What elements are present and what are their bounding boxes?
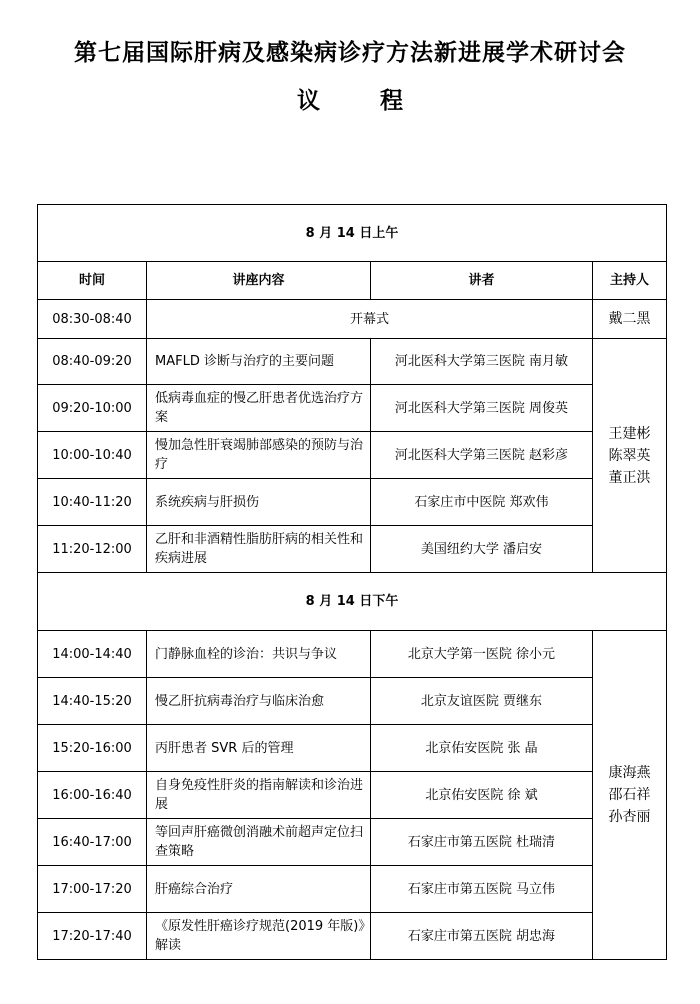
- topic-cell: 等回声肝癌微创消融术前超声定位扫查策略: [147, 819, 371, 866]
- column-header-topic: 讲座内容: [147, 262, 371, 300]
- table-row: [38, 913, 667, 960]
- table-row: [38, 339, 667, 385]
- table-row: [38, 479, 667, 526]
- time-cell: 08:30-08:40: [38, 300, 147, 339]
- speaker-cell: 美国纽约大学 潘启安: [371, 526, 593, 573]
- table-row: [38, 678, 667, 725]
- column-header-time: 时间: [38, 262, 147, 300]
- time-cell: 10:40-11:20: [38, 479, 147, 526]
- time-cell: 08:40-09:20: [38, 339, 147, 385]
- topic-cell: 丙肝患者 SVR 后的管理: [147, 725, 371, 772]
- topic-cell: 《原发性肝癌诊疗规范(2019 年版)》解读: [147, 913, 371, 960]
- table-row: [38, 819, 667, 866]
- time-cell: 14:40-15:20: [38, 678, 147, 725]
- topic-cell: 慢加急性肝衰竭肺部感染的预防与治疗: [147, 432, 371, 479]
- host-cell: 戴二黑: [593, 300, 667, 339]
- speaker-cell: 北京友谊医院 贾继东: [371, 678, 593, 725]
- topic-cell: 门静脉血栓的诊治：共识与争议: [147, 631, 371, 678]
- time-cell: 17:00-17:20: [38, 866, 147, 913]
- speaker-cell: 河北医科大学第三医院 南月敏: [371, 339, 593, 385]
- speaker-cell: 河北医科大学第三医院 赵彩彦: [371, 432, 593, 479]
- time-cell: 14:00-14:40: [38, 631, 147, 678]
- topic-cell: MAFLD 诊断与治疗的主要问题: [147, 339, 371, 385]
- table-row: [38, 866, 667, 913]
- time-cell: 09:20-10:00: [38, 385, 147, 432]
- agenda-table: [37, 204, 667, 960]
- document-subtitle: [0, 82, 700, 115]
- subtitle-char: 议: [297, 88, 320, 114]
- topic-cell: 肝癌综合治疗: [147, 866, 371, 913]
- speaker-cell: 北京佑安医院 徐 斌: [371, 772, 593, 819]
- topic-cell: 低病毒血症的慢乙肝患者优选治疗方案: [147, 385, 371, 432]
- subtitle-char: 程: [380, 88, 403, 114]
- section-label: 8 月 14 日上午: [38, 205, 667, 262]
- host-name: 董正洪: [608, 469, 651, 486]
- header-row: [38, 262, 667, 300]
- host-cell: [593, 631, 667, 960]
- section-label: 8 月 14 日下午: [38, 573, 667, 631]
- topic-cell: 自身免疫性肝炎的指南解读和诊治进展: [147, 772, 371, 819]
- speaker-cell: 石家庄市中医院 郑欢伟: [371, 479, 593, 526]
- host-name: 王建彬: [608, 425, 651, 442]
- time-cell: 15:20-16:00: [38, 725, 147, 772]
- section-row-morning: [38, 205, 667, 262]
- time-cell: 10:00-10:40: [38, 432, 147, 479]
- host-name: 康海燕: [608, 765, 651, 781]
- speaker-cell: 北京佑安医院 张 晶: [371, 725, 593, 772]
- table-row: [38, 631, 667, 678]
- host-name: 陈翠英: [608, 447, 651, 464]
- table-row: [38, 432, 667, 479]
- speaker-cell: 河北医科大学第三医院 周俊英: [371, 385, 593, 432]
- host-name: 孙杏丽: [608, 809, 651, 825]
- time-cell: 16:00-16:40: [38, 772, 147, 819]
- topic-cell: 慢乙肝抗病毒治疗与临床治愈: [147, 678, 371, 725]
- column-header-host: 主持人: [593, 262, 667, 300]
- table-row: [38, 725, 667, 772]
- table-row: [38, 300, 667, 339]
- table-row: [38, 385, 667, 432]
- host-cell: [593, 339, 667, 573]
- table-row: [38, 526, 667, 573]
- table-row: [38, 772, 667, 819]
- host-name: 邵石祥: [608, 787, 651, 803]
- column-header-speaker: 讲者: [371, 262, 593, 300]
- section-row-afternoon: [38, 573, 667, 631]
- document-title: 第七届国际肝病及感染病诊疗方法新进展学术研讨会: [74, 40, 626, 66]
- speaker-cell: 石家庄市第五医院 杜瑞清: [371, 819, 593, 866]
- topic-cell: 乙肝和非酒精性脂肪肝病的相关性和疾病进展: [147, 526, 371, 573]
- opening-cell: 开幕式: [147, 300, 593, 339]
- speaker-cell: 石家庄市第五医院 马立伟: [371, 866, 593, 913]
- time-cell: 11:20-12:00: [38, 526, 147, 573]
- speaker-cell: 石家庄市第五医院 胡忠海: [371, 913, 593, 960]
- speaker-cell: 北京大学第一医院 徐小元: [371, 631, 593, 678]
- time-cell: 16:40-17:00: [38, 819, 147, 866]
- time-cell: 17:20-17:40: [38, 913, 147, 960]
- topic-cell: 系统疾病与肝损伤: [147, 479, 371, 526]
